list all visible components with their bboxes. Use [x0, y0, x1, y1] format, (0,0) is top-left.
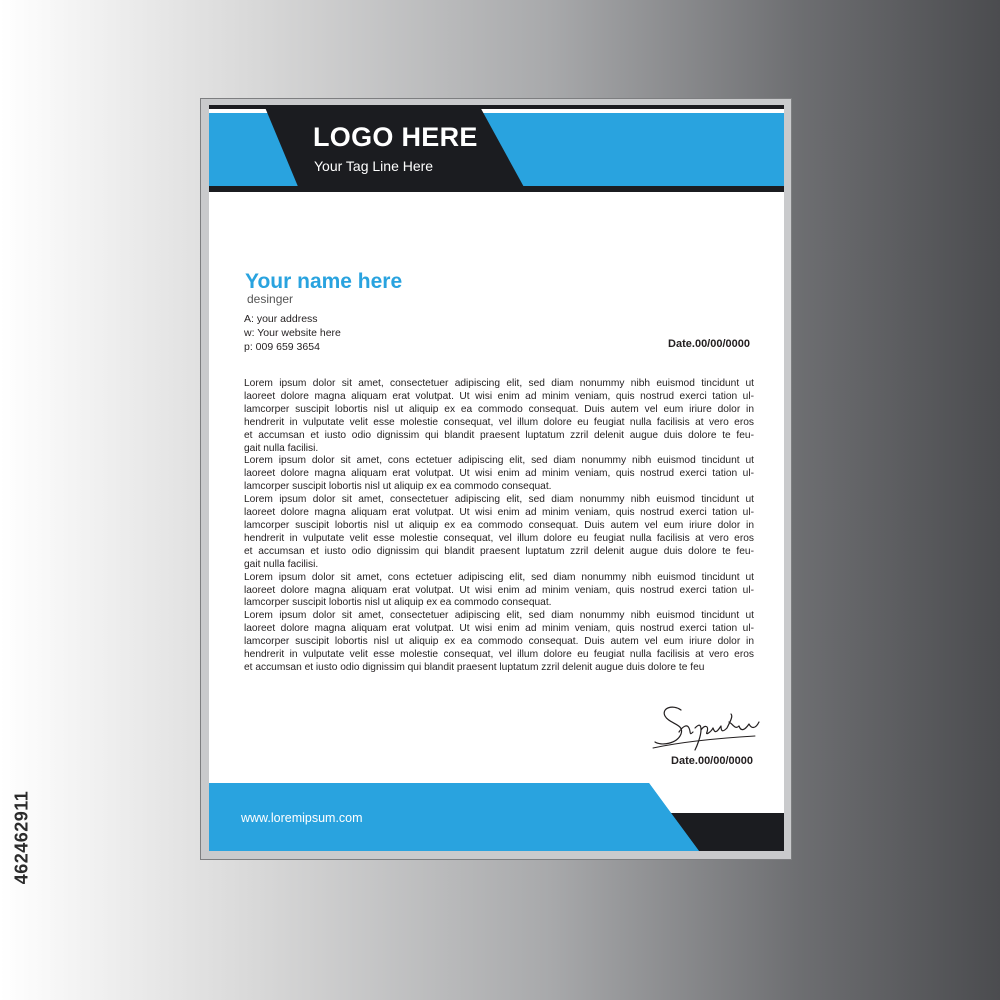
stock-id-text: 462462911: [11, 790, 32, 885]
body-line: laoreet dolore magna aliquam erat volutpat. Ut wisi enim ad minim veniam, quis nostrud exerci tation ul-: [244, 507, 754, 519]
body-line: hendrerit in vulputate velit esse molestie consequat, vel illum dolore eu feugiat nulla facilisis at vero eros: [244, 416, 754, 428]
body-line: et accumsan et iusto odio dignissim qui blandit praesent luptatum zzril delenit augue duis dolore te feu-: [244, 545, 754, 557]
body-line: lamcorper suscipit lobortis nisl ut aliquip ex ea commodo consequat. Duis autem vel eum iriure dolor in: [244, 403, 754, 415]
body-line: hendrerit in vulputate velit esse molestie consequat, vel illum dolore eu feugiat nulla facilisis at vero eros: [244, 532, 754, 544]
stock-id-label: [2, 765, 42, 910]
body-line: lamcorper suscipit lobortis nisl ut aliquip ex ea commodo consequat. Duis autem vel eum iriure dolor in: [244, 519, 754, 531]
date-top: Date.00/00/0000: [668, 338, 750, 350]
body-line: Lorem ipsum dolor sit amet, cons ectetuer adipiscing elit, sed diam nonummy nibh euismod tincidunt ut: [244, 455, 754, 467]
contact-phone: p: 009 659 3654: [244, 341, 320, 353]
body-line: lamcorper suscipit lobortis nisl ut aliquip ex ea commodo consequat.: [244, 481, 552, 493]
body-line: Lorem ipsum dolor sit amet, consectetuer adipiscing elit, sed diam nonummy nibh euismod tincidunt ut: [244, 378, 754, 389]
body-line: Lorem ipsum dolor sit amet, consectetuer adipiscing elit, sed diam nonummy nibh euismod tincidunt ut: [244, 610, 754, 622]
contact-block: [244, 312, 341, 354]
logo-text: LOGO HERE: [313, 122, 478, 152]
footer-website: www.loremipsum.com: [241, 811, 363, 825]
body-line: Lorem ipsum dolor sit amet, consectetuer adipiscing elit, sed diam nonummy nibh euismod tincidunt ut: [244, 494, 754, 506]
date-bottom: Date.00/00/0000: [671, 755, 753, 767]
contact-address: A: your address: [244, 313, 318, 325]
body-line: hendrerit in vulputate velit esse molestie consequat, vel illum dolore eu feugiat nulla facilisis at vero eros: [244, 649, 754, 661]
body-line: gait nulla facilisi.: [244, 442, 319, 454]
body-line: et accumsan et iusto odio dignissim qui blandit praesent luptatum zzril delenit augue duis dolore te feu-: [244, 429, 754, 441]
sender-name: Your name here: [245, 270, 403, 293]
body-line: lamcorper suscipit lobortis nisl ut aliquip ex ea commodo consequat. Duis autem vel eum iriure dolor in: [244, 636, 754, 648]
body-line: gait nulla facilisi.: [244, 558, 319, 570]
header-band: [209, 105, 784, 200]
body-line: laoreet dolore magna aliquam erat volutpat. Ut wisi enim ad minim veniam, quis nostrud exerci tation ul-: [244, 584, 754, 596]
sender-role: desinger: [247, 292, 294, 306]
body-line: Lorem ipsum dolor sit amet, cons ectetuer adipiscing elit, sed diam nonummy nibh euismod tincidunt ut: [244, 571, 754, 583]
body-line: et accumsan et iusto odio dignissim qui blandit praesent luptatum zzril delenit augue duis dolore te feu: [244, 661, 705, 673]
signature-image: [651, 702, 761, 752]
body-line: laoreet dolore magna aliquam erat volutpat. Ut wisi enim ad minim veniam, quis nostrud exerci tation ul-: [244, 623, 754, 635]
body-line: laoreet dolore magna aliquam erat volutpat. Ut wisi enim ad minim veniam, quis nostrud exerci tation ul-: [244, 468, 754, 480]
contact-website: w: Your website here: [244, 327, 341, 339]
body-line: lamcorper suscipit lobortis nisl ut aliquip ex ea commodo consequat.: [244, 597, 552, 609]
tagline: Your Tag Line Here: [314, 158, 434, 174]
body-line: laoreet dolore magna aliquam erat volutpat. Ut wisi enim ad minim veniam, quis nostrud exerci tation ul-: [244, 390, 754, 402]
letter-body: [244, 378, 754, 675]
letterhead-sheet: [209, 105, 784, 851]
